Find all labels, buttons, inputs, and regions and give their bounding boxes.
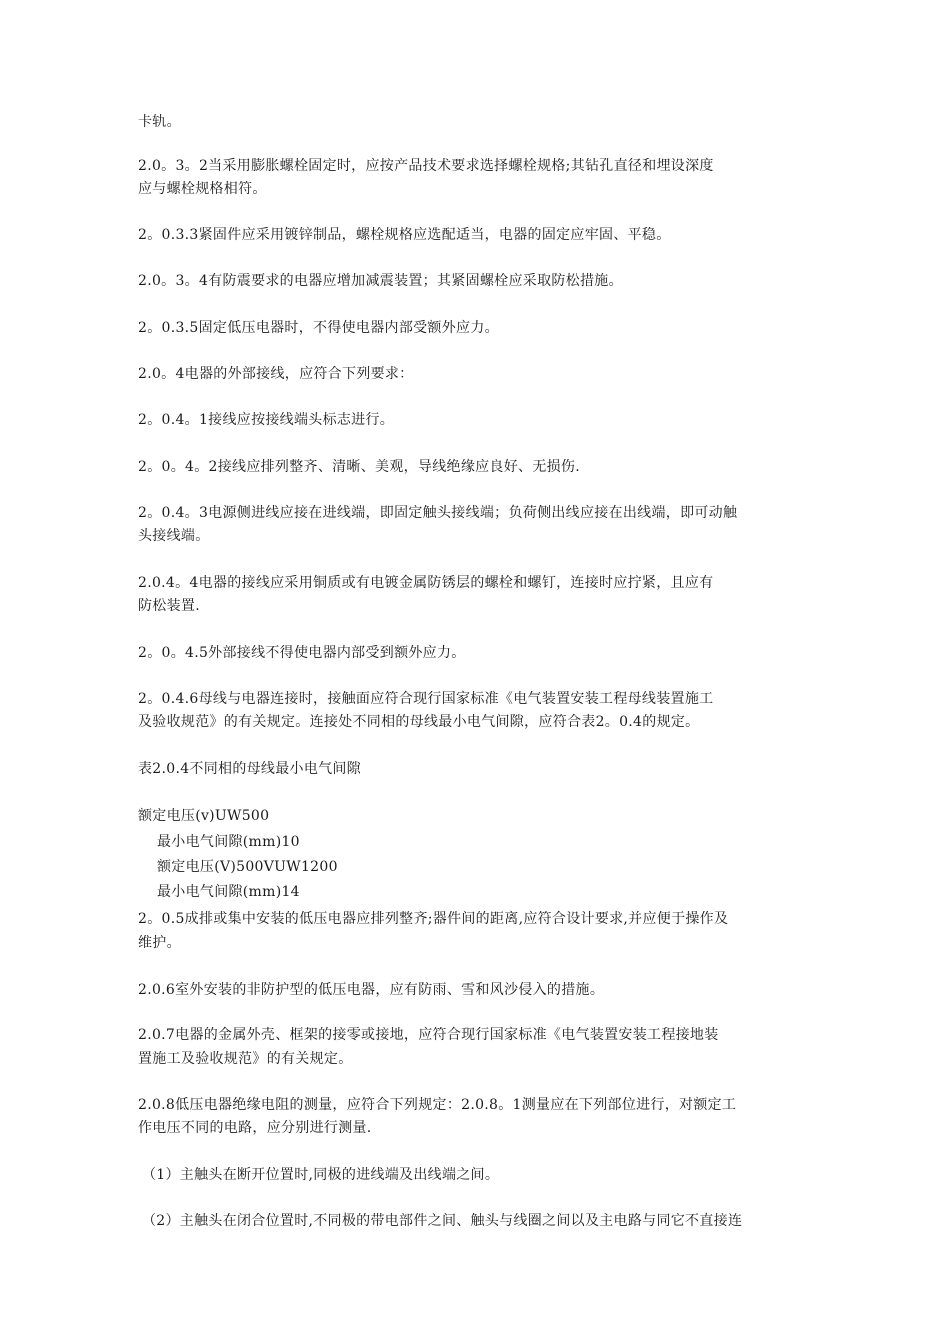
paragraph-line: 及验收规范》的有关规定。连接处不同相的母线最小电气间隙，应符合表2。0.4的规定。 — [138, 714, 700, 730]
paragraph-line: 2.0.6室外安装的非防护型的低压电器，应有防雨、雪和风沙侵入的措施。 — [138, 982, 605, 998]
paragraph-line: 2.0.4。4电器的接线应采用铜质或有电镀金属防锈层的螺栓和螺钉，连接时应拧紧，且应有 — [138, 575, 714, 591]
paragraph-line: 作电压不同的电路，应分别进行测量. — [138, 1120, 372, 1136]
paragraph-line: 2.0。3。2当采用膨胀螺栓固定时，应按产品技术要求选择螺栓规格;其钻孔直径和埋设深度 — [138, 158, 714, 174]
paragraph-line: 2.0.8低压电器绝缘电阻的测量，应符合下列规定：2.0.8。1测量应在下列部位进行，对额定工 — [138, 1097, 737, 1113]
paragraph-line: 维护。 — [138, 935, 181, 951]
paragraph-line: 2。0。4.5外部接线不得使电器内部受到额外应力。 — [138, 645, 466, 661]
paragraph-line: 2。0.3.3紧固件应采用镀锌制品，螺栓规格应选配适当，电器的固定应牢固、平稳。 — [138, 227, 671, 243]
paragraph-line: 2。0.4。3电源侧进线应接在进线端，即固定触头接线端；负荷侧出线应接在出线端，即可动触 — [138, 505, 738, 521]
paragraph-line: 2.0。3。4有防震要求的电器应增加减震装置；其紧固螺栓应采取防松措施。 — [138, 273, 623, 289]
list-item: （2）主触头在闭合位置时,不同极的带电部件之间、触头与线圈之间以及主电路与同它不直接连 — [142, 1213, 743, 1229]
table-caption: 表2.0.4不同相的母线最小电气间隙 — [138, 761, 362, 777]
list-item: （1）主触头在断开位置时,同极的进线端及出线端之间。 — [142, 1167, 500, 1183]
paragraph-line: 2。0.4。1接线应按接线端头标志进行。 — [138, 412, 395, 428]
table-row: 额定电压(v)UW500 — [138, 808, 270, 824]
paragraph-line: 卡轨。 — [138, 114, 181, 130]
table-row: 额定电压(V)500VUW1200 — [157, 859, 338, 875]
paragraph-line: 2。0.3.5固定低压电器时，不得使电器内部受额外应力。 — [138, 320, 499, 336]
paragraph-line: 应与螺栓规格相符。 — [138, 181, 267, 197]
paragraph-line: 头接线端。 — [138, 528, 210, 544]
paragraph-line: 置施工及验收规范》的有关规定。 — [138, 1051, 353, 1067]
table-row: 最小电气间隙(mm)10 — [157, 834, 300, 850]
paragraph-line: 2。0.4.6母线与电器连接时，接触面应符合现行国家标准《电气装置安装工程母线装置施工 — [138, 691, 714, 707]
paragraph-line: 防松装置. — [138, 598, 200, 614]
paragraph-line: 2。0。4。2接线应排列整齐、清晰、美观，导线绝缘应良好、无损伤. — [138, 459, 580, 475]
paragraph-line: 2.0.7电器的金属外壳、框架的接零或接地，应符合现行国家标准《电气装置安装工程接地装 — [138, 1027, 719, 1043]
paragraph-line: 2.0。4电器的外部接线，应符合下列要求： — [138, 366, 414, 382]
table-row: 最小电气间隙(mm)14 — [157, 884, 300, 900]
paragraph-line: 2。0.5成排或集中安装的低压电器应排列整齐;器件间的距离,应符合设计要求,并应便于操作及 — [138, 911, 729, 927]
